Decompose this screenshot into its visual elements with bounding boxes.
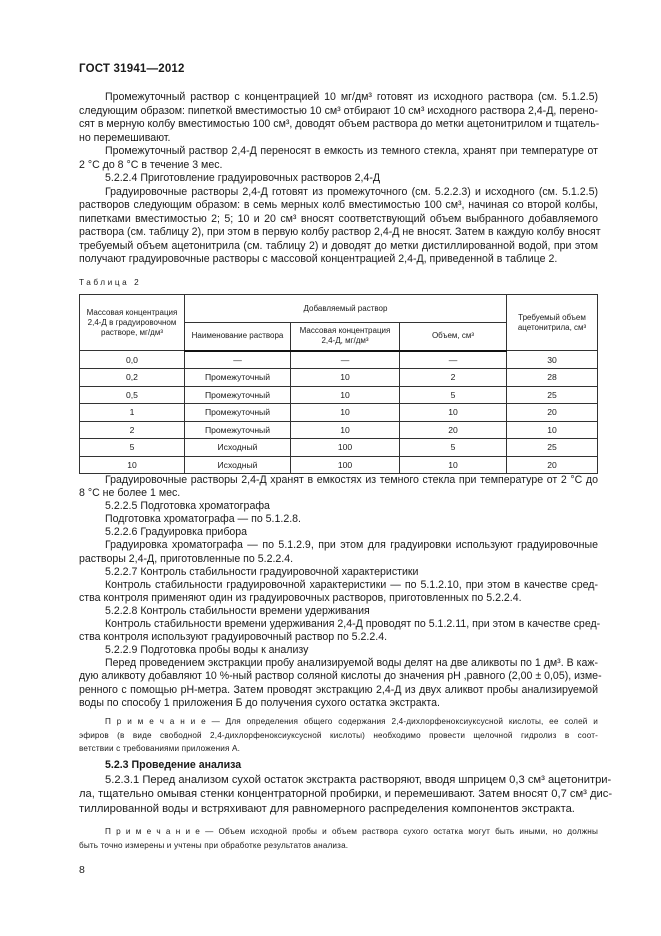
table-cell: Промежуточный xyxy=(185,386,291,404)
text-line: Подготовка хроматографа — по 5.1.2.8. xyxy=(105,513,301,526)
text-line: ства контроля применяют один из градуировочных растворов, приготовленных по 5.2.2.4. xyxy=(79,591,522,604)
table-row xyxy=(80,404,598,422)
text-line: Градуировочные растворы 2,4-Д хранят в емкостях из темного стекла при температуре от 2 °С до xyxy=(105,474,598,486)
paragraph xyxy=(79,185,601,267)
table-cell: 10 xyxy=(291,421,400,439)
section-intermediate-solution xyxy=(79,91,601,267)
text-line: Перед проведением экстракции пробу анализируемой воды делят на две аликвоты по 1 дм³. В каж- xyxy=(105,657,598,670)
paragraph xyxy=(79,644,598,657)
text-line: тиллированной воды и встряхивают для равномерного распределения компонентов экстракта. xyxy=(79,802,575,815)
table-cell: Исходный xyxy=(185,456,291,474)
paragraph xyxy=(79,618,601,644)
text-line: Промежуточный раствор 2,4-Д переносят в емкость из темного стекла, хранят при температуре от xyxy=(105,145,598,157)
text-line: воды по способу 1 приложения Б до получения сухого остатка экстракта. xyxy=(79,696,440,709)
text-line: дую аликвоту добавляют 10 %-ный раствор соляной кислоты до значения pH ,равного (2,00 ± 0,05), изме- xyxy=(79,670,602,683)
table-cell: 20 xyxy=(507,456,598,474)
text-line: эфиров (в виде свободной 2,4-дихлорфеноксиуксусной кислоты) необходимо провести щелочной гидролиз в соот- xyxy=(79,730,598,740)
text-line: пипетками вместимостью 2; 5; 10 и 20 см³ вносят соответствующий объем выбранного добавляемого xyxy=(79,212,598,225)
table-row xyxy=(80,421,598,439)
table-cell: 2 xyxy=(80,421,185,439)
table-cell: 5 xyxy=(400,439,507,457)
table-cell: 10 xyxy=(291,386,400,404)
table-cell: 25 xyxy=(507,439,598,457)
table-cell: 0,2 xyxy=(80,369,185,387)
table-cell: 1 xyxy=(80,404,185,422)
text-line: ства контроля используют градуировочный раствор по 5.2.2.4. xyxy=(79,631,388,644)
table-cell: — xyxy=(291,351,400,369)
table-cell: — xyxy=(185,351,291,369)
paragraph xyxy=(79,539,598,565)
text-line: получают градуировочные растворы с массовой концентрацией 2,4-Д, приведенной в таблице 2. xyxy=(79,253,558,265)
table-cell: 20 xyxy=(507,404,598,422)
text-line: 5.2.2.4 Приготовление градуировочных растворов 2,4-Д xyxy=(105,172,381,184)
text-line: требуемый объем ацетонитрила (см. таблицу 2) и доводят до метки дистиллированной водой, при этом xyxy=(79,239,598,252)
paragraph xyxy=(79,474,598,500)
table-cell: 0,0 xyxy=(80,351,185,369)
paragraph xyxy=(79,579,598,605)
page-number: 8 xyxy=(79,864,85,876)
table-cell: Промежуточный xyxy=(185,421,291,439)
text-line: 5.2.2.7 Контроль стабильности градуировочной характеристики xyxy=(105,565,419,578)
paragraph xyxy=(79,566,598,579)
text-line: Контроль стабильности градуировочной характеристики — по 5.1.2.10, при этом в качестве сред- xyxy=(105,578,598,591)
table-cell: 10 xyxy=(507,421,598,439)
table-cell: 5 xyxy=(80,439,185,457)
header-mass-concentration: Массовая концентрация 2,4-Д в градуировочном растворе, мг/дм³ xyxy=(80,295,185,351)
paragraph xyxy=(79,715,598,756)
text-line: 5.2.2.6 Градуировка прибора xyxy=(105,526,248,539)
text-line: Промежуточный раствор с концентрацией 10 мг/дм³ готовят из исходного раствора (см. 5.1.2.5) xyxy=(105,91,598,103)
table-cell: Исходный xyxy=(185,439,291,457)
paragraph xyxy=(79,526,598,539)
table-cell: 20 xyxy=(400,421,507,439)
paragraph xyxy=(79,513,598,526)
table-cell: 10 xyxy=(80,456,185,474)
table-cell: 28 xyxy=(507,369,598,387)
text-line: 2 °С до 8 °С в течение 3 мес. xyxy=(79,158,223,171)
paragraph xyxy=(79,825,598,853)
text-line: Градуировка хроматографа — по 5.1.2.9, при этом для градуировки используют градуировочные xyxy=(105,539,598,552)
text-line: ла, тщательно омывая стенки концентраторной пробирки, и перемешивают. Затем вносят 0,7 см³ дис- xyxy=(79,788,613,800)
table-cell: 10 xyxy=(291,369,400,387)
section-calibration xyxy=(79,474,602,710)
text-line: 5.2.2.8 Контроль стабильности времени удерживания xyxy=(105,604,370,617)
note-sample-volume xyxy=(79,825,598,853)
header-solution-name: Наименование раствора xyxy=(185,323,291,351)
text-line: ренного с помощью pH-метра. Затем проводят экстракцию 2,4-Д из двух аликвот пробы анализируемой xyxy=(79,683,598,696)
table-cell: 30 xyxy=(507,351,598,369)
table-row xyxy=(80,386,598,404)
table-cell: 0,5 xyxy=(80,386,185,404)
note-hydrolysis xyxy=(79,715,598,756)
text-line: но перемешивают. xyxy=(79,131,171,144)
table-cell: Промежуточный xyxy=(185,369,291,387)
table-cell: 100 xyxy=(291,439,400,457)
text-line: 5.2.3 Проведение анализа xyxy=(105,759,242,771)
table-cell: 5 xyxy=(400,386,507,404)
paragraph xyxy=(79,91,598,145)
paragraph xyxy=(79,145,598,172)
text-line: 5.2.2.9 Подготовка пробы воды к анализу xyxy=(105,644,309,657)
table-cell: 100 xyxy=(291,456,400,474)
table-row xyxy=(80,351,598,369)
table-caption: Таблица 2 xyxy=(79,278,142,287)
table-cell: — xyxy=(400,351,507,369)
text-line: растворы 2,4-Д, приготовленные по 5.2.2.4. xyxy=(79,552,294,565)
table-cell: Промежуточный xyxy=(185,404,291,422)
paragraph xyxy=(79,605,598,618)
table-cell: 25 xyxy=(507,386,598,404)
paragraph xyxy=(79,773,613,817)
text-line: Градуировочные растворы 2,4-Д готовят из промежуточного (см. 5.2.2.3) и исходного (см. 5.1.2.5) xyxy=(105,185,598,198)
header-added-concentration: Массовая концентрация 2,4-Д, мг/дм³ xyxy=(291,323,400,351)
table-cell: 10 xyxy=(400,456,507,474)
text-line: Контроль стабильности времени удерживания 2,4-Д проводят по 5.1.2.11, при этом в качестве сред- xyxy=(105,618,601,631)
header-volume: Объем, см³ xyxy=(400,323,507,351)
table-row xyxy=(80,369,598,387)
table-cell: 10 xyxy=(291,404,400,422)
text-line: сят в мерную колбу вместимостью 100 см³, доводят объем раствора до метки ацетонитрилом и тщатель- xyxy=(79,118,600,130)
paragraph xyxy=(79,758,598,773)
text-line: ветствии с требованиями приложения А. xyxy=(79,744,241,753)
table-calibration-solutions xyxy=(79,294,598,474)
text-line: П р и м е ч а н и е — Для определения общего содержания 2,4-дихлорфеноксиуксусной кислоты, ее солей и xyxy=(105,717,598,726)
section-analysis xyxy=(79,758,613,816)
text-line: 5.2.2.5 Подготовка хроматографа xyxy=(105,500,270,513)
table-row xyxy=(80,439,598,457)
text-line: следующим образом: пипеткой вместимостью 10 см³ отбирают 10 см³ исходного раствора 2,4-Д, перено- xyxy=(79,104,598,117)
text-line: П р и м е ч а н и е — Объем исходной пробы и объем раствора сухого остатка могут быть иными, но должны xyxy=(105,827,598,836)
paragraph xyxy=(79,657,602,709)
table-cell: 10 xyxy=(400,404,507,422)
header-added-solution: Добавляемый раствор xyxy=(185,295,507,323)
table-row xyxy=(80,456,598,474)
text-line: 5.2.3.1 Перед анализом сухой остаток экстракта растворяют, вводя шприцем 0,3 см³ ацетонитри- xyxy=(105,773,612,786)
paragraph xyxy=(79,500,598,513)
paragraph xyxy=(79,172,598,186)
text-line: растворов следующим образом: в семь мерных колб вместимостью 100 см³, начиная со второй колбы, xyxy=(79,199,598,211)
text-line: раствора (см. таблицу 2), при этом в первую колбу раствор 2,4-Д не вносят. Затем в каждую колбу вносят xyxy=(79,226,601,238)
document-header: ГОСТ 31941—2012 xyxy=(79,63,185,75)
text-line: быть точно измерены и учтены при обработке результатов анализа. xyxy=(79,841,349,850)
table-cell: 2 xyxy=(400,369,507,387)
text-line: 8 °С не более 1 мес. xyxy=(79,487,181,500)
header-acetonitrile-volume: Требуемый объем ацетонитрила, см³ xyxy=(507,295,598,351)
